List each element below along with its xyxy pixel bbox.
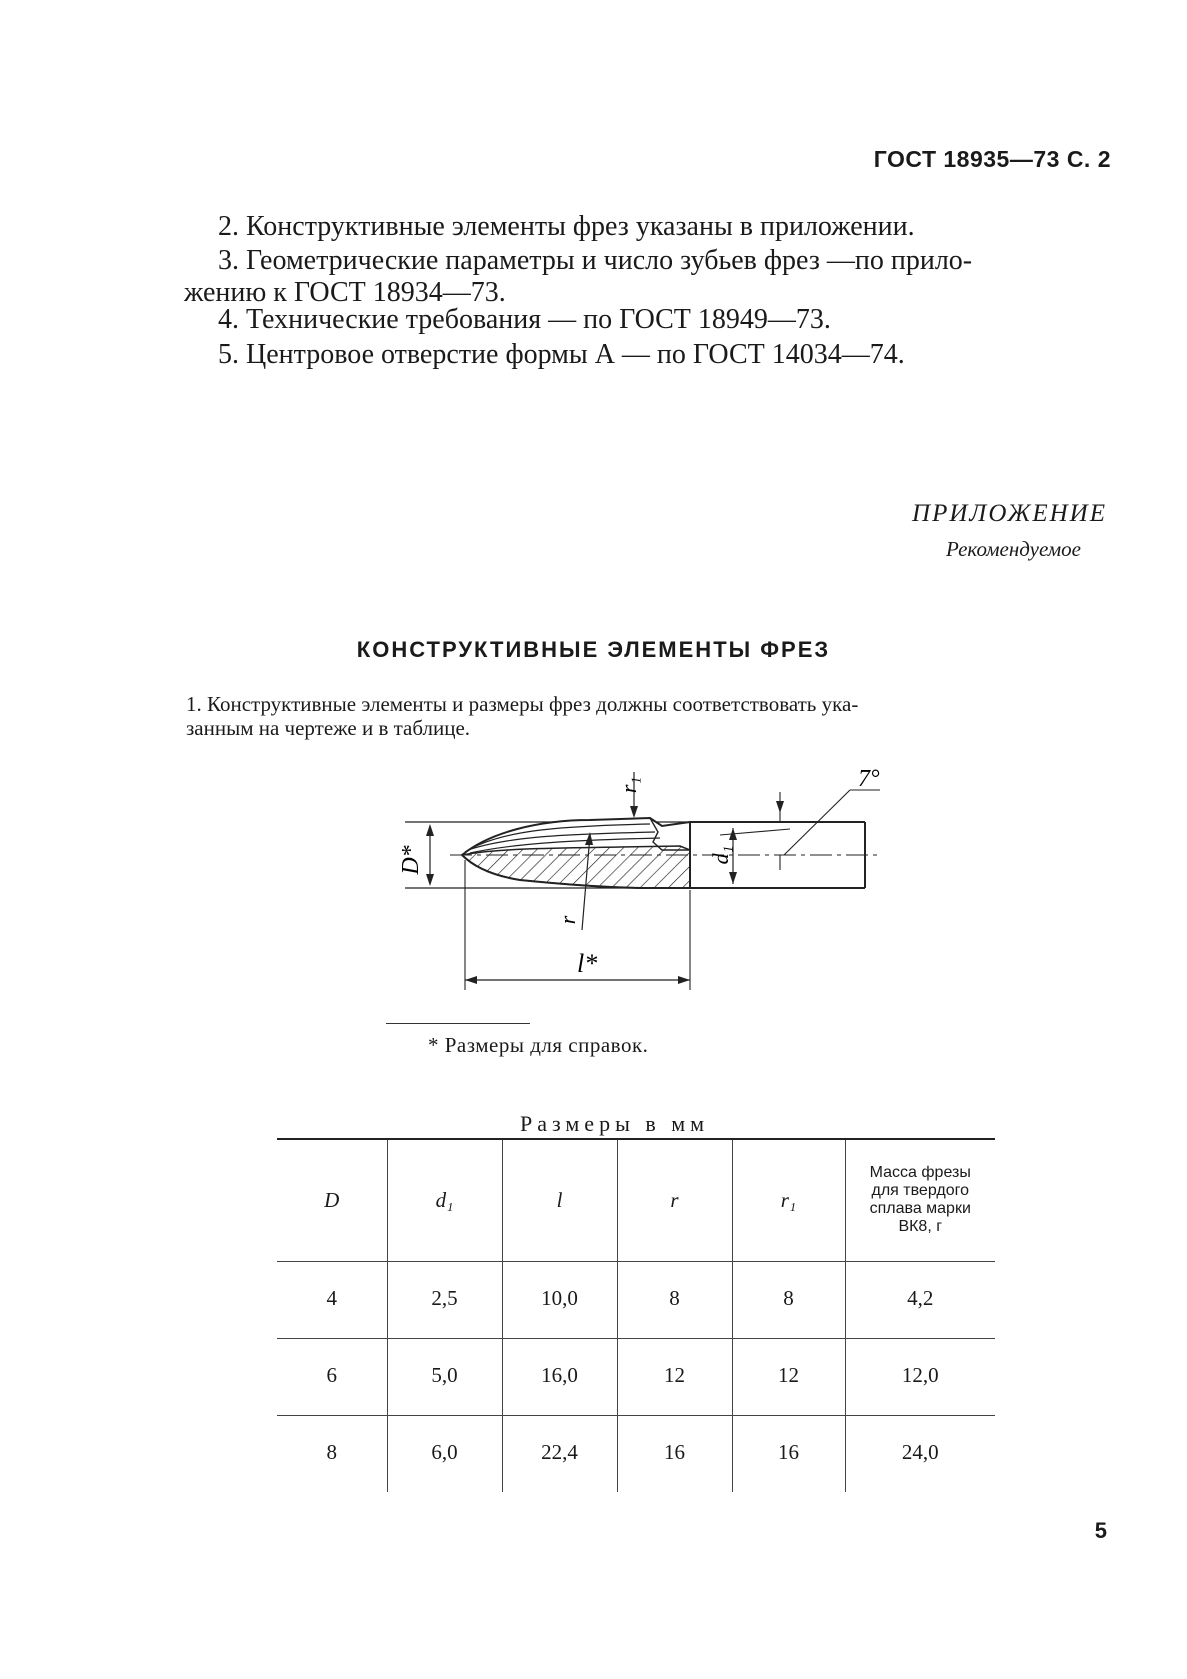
arrowhead [729,872,737,884]
appendix-subtitle: Рекомендуемое [946,537,1081,561]
arrowhead [678,976,690,984]
table-caption: Размеры в мм [520,1111,710,1136]
table-row [277,1338,995,1415]
label-angle: 7° [858,766,880,792]
cell-d1: 6,0 [387,1415,502,1492]
header-mass-line: Масса фрезы [869,1164,971,1182]
table-row [277,1261,995,1338]
footnote-rule [386,1023,530,1024]
header-mass [845,1139,995,1261]
arrowhead [776,801,784,813]
table-header-row [277,1139,995,1261]
appendix-title: ПРИЛОЖЕНИЕ [912,500,1107,527]
cell-l: 22,4 [502,1415,617,1492]
cell-r: 16 [617,1415,732,1492]
paragraph-3 [0,244,1111,278]
intro-line-1: 1. Конструктивные элементы и размеры фрез должны соответствовать ука- [186,692,859,716]
header-d1: d₁ [387,1139,502,1261]
cell-d1: 5,0 [387,1338,502,1415]
paragraph-text: 5. Центровое отверстие формы А — по ГОСТ 14034—74. [218,339,905,370]
paragraph-4 [0,303,1111,337]
label-d1: d₁ [708,845,733,865]
cell-l: 10,0 [502,1261,617,1338]
cell-mass: 4,2 [845,1261,995,1338]
document-header: ГОСТ 18935—73 С. 2 [873,146,1111,172]
header-l: l [502,1139,617,1261]
cell-r: 12 [617,1338,732,1415]
header-r: r [617,1139,732,1261]
cell-r: 8 [617,1261,732,1338]
taper-line [720,829,790,835]
arrowhead [465,976,477,984]
dimensions-table [277,1138,995,1492]
header-r1: r₁ [732,1139,845,1261]
table-row [277,1415,995,1492]
cell-l: 16,0 [502,1338,617,1415]
paragraph-text: 2. Конструктивные элементы фрез указаны в приложении. [218,211,915,242]
arrowhead [630,806,638,818]
cell-D: 6 [277,1338,387,1415]
page-number: 5 [1094,1518,1107,1543]
cell-D: 4 [326,1285,337,1310]
paragraph-text: жению к ГОСТ 18934—73. [184,277,506,308]
cell-r1: 12 [732,1338,845,1415]
header-D: D [277,1139,387,1261]
paragraph-5 [0,338,1111,372]
cutter-drawing [380,752,880,992]
cell-r1: 8 [732,1261,845,1338]
footnote: * Размеры для справок. [428,1033,649,1057]
arrowhead [426,824,434,836]
cell-mass: 24,0 [845,1415,995,1492]
paragraph-text: 4. Технические требования — по ГОСТ 18949—73. [218,304,831,335]
cell-mass: 12,0 [845,1338,995,1415]
label-r1: r₁ [616,776,641,794]
hatched-section [462,846,690,888]
cell-d1: 2,5 [387,1261,502,1338]
header-mass-line: сплава марки [869,1200,971,1218]
paragraph-2 [0,210,1111,244]
paragraph-text: 3. Геометрические параметры и число зубьев фрез —по прило- [218,245,973,276]
label-l: l* [577,949,598,978]
arrowhead [426,874,434,886]
label-r: r [555,915,580,925]
intro-line-2: занным на чертеже и в таблице. [186,716,471,740]
cell-D: 8 [277,1415,387,1492]
header-mass-line: для твердого [871,1182,969,1200]
header-mass-line: ВК8, г [898,1218,943,1236]
cell-r1: 16 [732,1415,845,1492]
section-title: КОНСТРУКТИВНЫЕ ЭЛЕМЕНТЫ ФРЕЗ [356,637,831,662]
label-D: D* [398,845,424,875]
